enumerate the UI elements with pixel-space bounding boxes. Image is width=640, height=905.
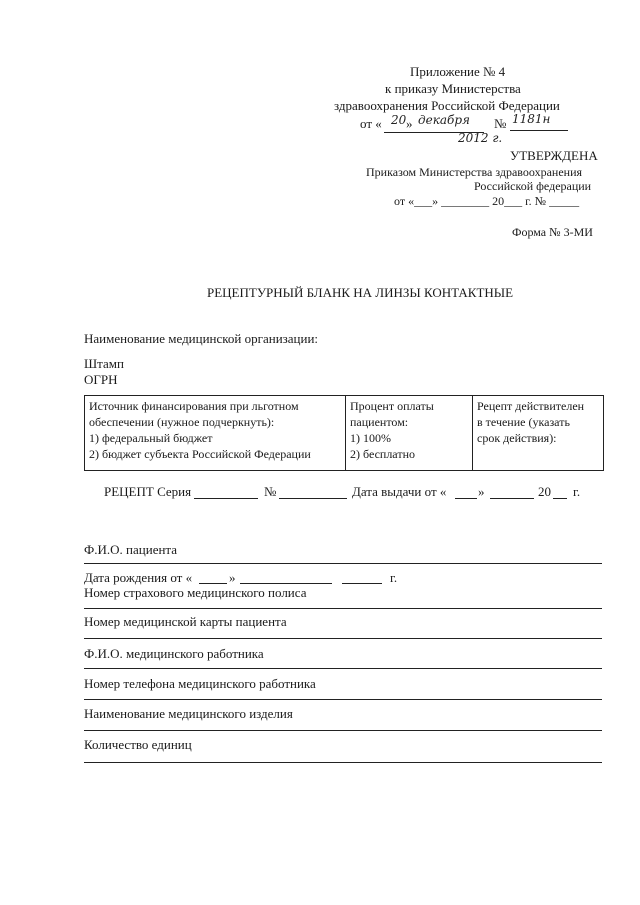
recipe-series-label: РЕЦЕПТ Серия [104, 484, 192, 499]
quantity-label: Количество единиц [84, 737, 192, 752]
appendix-number: 1181н [512, 112, 551, 126]
payment-percent-line: 1) 100% [350, 431, 391, 445]
validity-line: срок действия): [477, 431, 557, 445]
birth-date-close: » [229, 570, 236, 585]
issue-date-close: » [478, 484, 485, 499]
worker-phone-label: Номер телефона медицинского работника [84, 676, 316, 691]
financing-source-line: 1) федеральный бюджет [89, 431, 213, 445]
payment-percent-line: Процент оплаты [350, 399, 434, 413]
appendix-date-close: » [406, 116, 413, 131]
appendix-line-1: Приложение № 4 [410, 64, 506, 79]
birth-date-label: Дата рождения от « [84, 570, 193, 585]
recipe-number-field[interactable] [279, 498, 347, 499]
appendix-line-3: здравоохранения Российской Федерации [334, 98, 560, 113]
financing-table [84, 395, 604, 471]
org-label: Наименование медицинской организации: [84, 331, 319, 346]
appendix-date-prefix: от « [360, 116, 382, 131]
payment-percent-line: пациентом: [350, 415, 409, 429]
payment-percent-line: 2) бесплатно [350, 447, 415, 461]
ogrn-label: ОГРН [84, 372, 118, 387]
birth-month-field[interactable] [240, 583, 332, 584]
validity-cell [473, 396, 603, 470]
issue-g-label: г. [573, 484, 581, 499]
financing-source-line: обеспечении (нужное подчеркнуть): [89, 415, 275, 429]
stamp-label: Штамп [84, 356, 124, 371]
patient-name-label: Ф.И.О. пациента [84, 542, 178, 557]
appendix-date-day: 20 [391, 113, 407, 127]
validity-line: Рецепт действителен [477, 399, 585, 413]
appendix-year: 2012 г. [458, 131, 503, 145]
product-field[interactable] [84, 730, 602, 731]
financing-source-cell [85, 396, 346, 470]
appendix-number-underline [510, 130, 568, 131]
approved-line-1: Приказом Министерства здравоохранения [366, 165, 583, 179]
approved-title: УТВЕРЖДЕНА [510, 148, 598, 163]
quantity-field[interactable] [84, 762, 602, 763]
appendix-number-prefix: № [494, 116, 507, 131]
appendix-date-month: декабря [418, 113, 470, 127]
financing-source-line: 2) бюджет субъекта Российской Федерации [89, 447, 311, 461]
issue-year-field[interactable] [553, 498, 567, 499]
patient-name-field[interactable] [84, 563, 602, 564]
issue-month-field[interactable] [490, 498, 534, 499]
product-label: Наименование медицинского изделия [84, 706, 293, 721]
worker-name-label: Ф.И.О. медицинского работника [84, 646, 264, 661]
approved-line-3: от «___» ________ 20___ г. № _____ [394, 194, 580, 208]
worker-name-field[interactable] [84, 668, 602, 669]
issue-day-field[interactable] [455, 498, 477, 499]
birth-g-label: г. [390, 570, 398, 585]
payment-percent-cell [346, 396, 473, 470]
document-title: РЕЦЕПТУРНЫЙ БЛАНК НА ЛИНЗЫ КОНТАКТНЫЕ [207, 285, 514, 300]
form-number: Форма № 3-МИ [512, 225, 593, 239]
birth-day-field[interactable] [199, 583, 227, 584]
validity-line: в течение (указать [477, 415, 570, 429]
policy-label: Номер страхового медицинского полиса [84, 585, 307, 600]
approved-line-2: Российской федерации [474, 179, 592, 193]
issue-date-label: Дата выдачи от « [352, 484, 447, 499]
worker-phone-field[interactable] [84, 699, 602, 700]
card-field[interactable] [84, 638, 602, 639]
appendix-line-2: к приказу Министерства [385, 81, 521, 96]
recipe-number-label: № [264, 484, 277, 499]
card-label: Номер медицинской карты пациента [84, 614, 287, 629]
policy-field[interactable] [84, 608, 602, 609]
recipe-series-field[interactable] [194, 498, 258, 499]
birth-year-field[interactable] [342, 583, 382, 584]
financing-source-line: Источник финансирования при льготном [89, 399, 299, 413]
issue-year-label: 20 [538, 484, 551, 499]
